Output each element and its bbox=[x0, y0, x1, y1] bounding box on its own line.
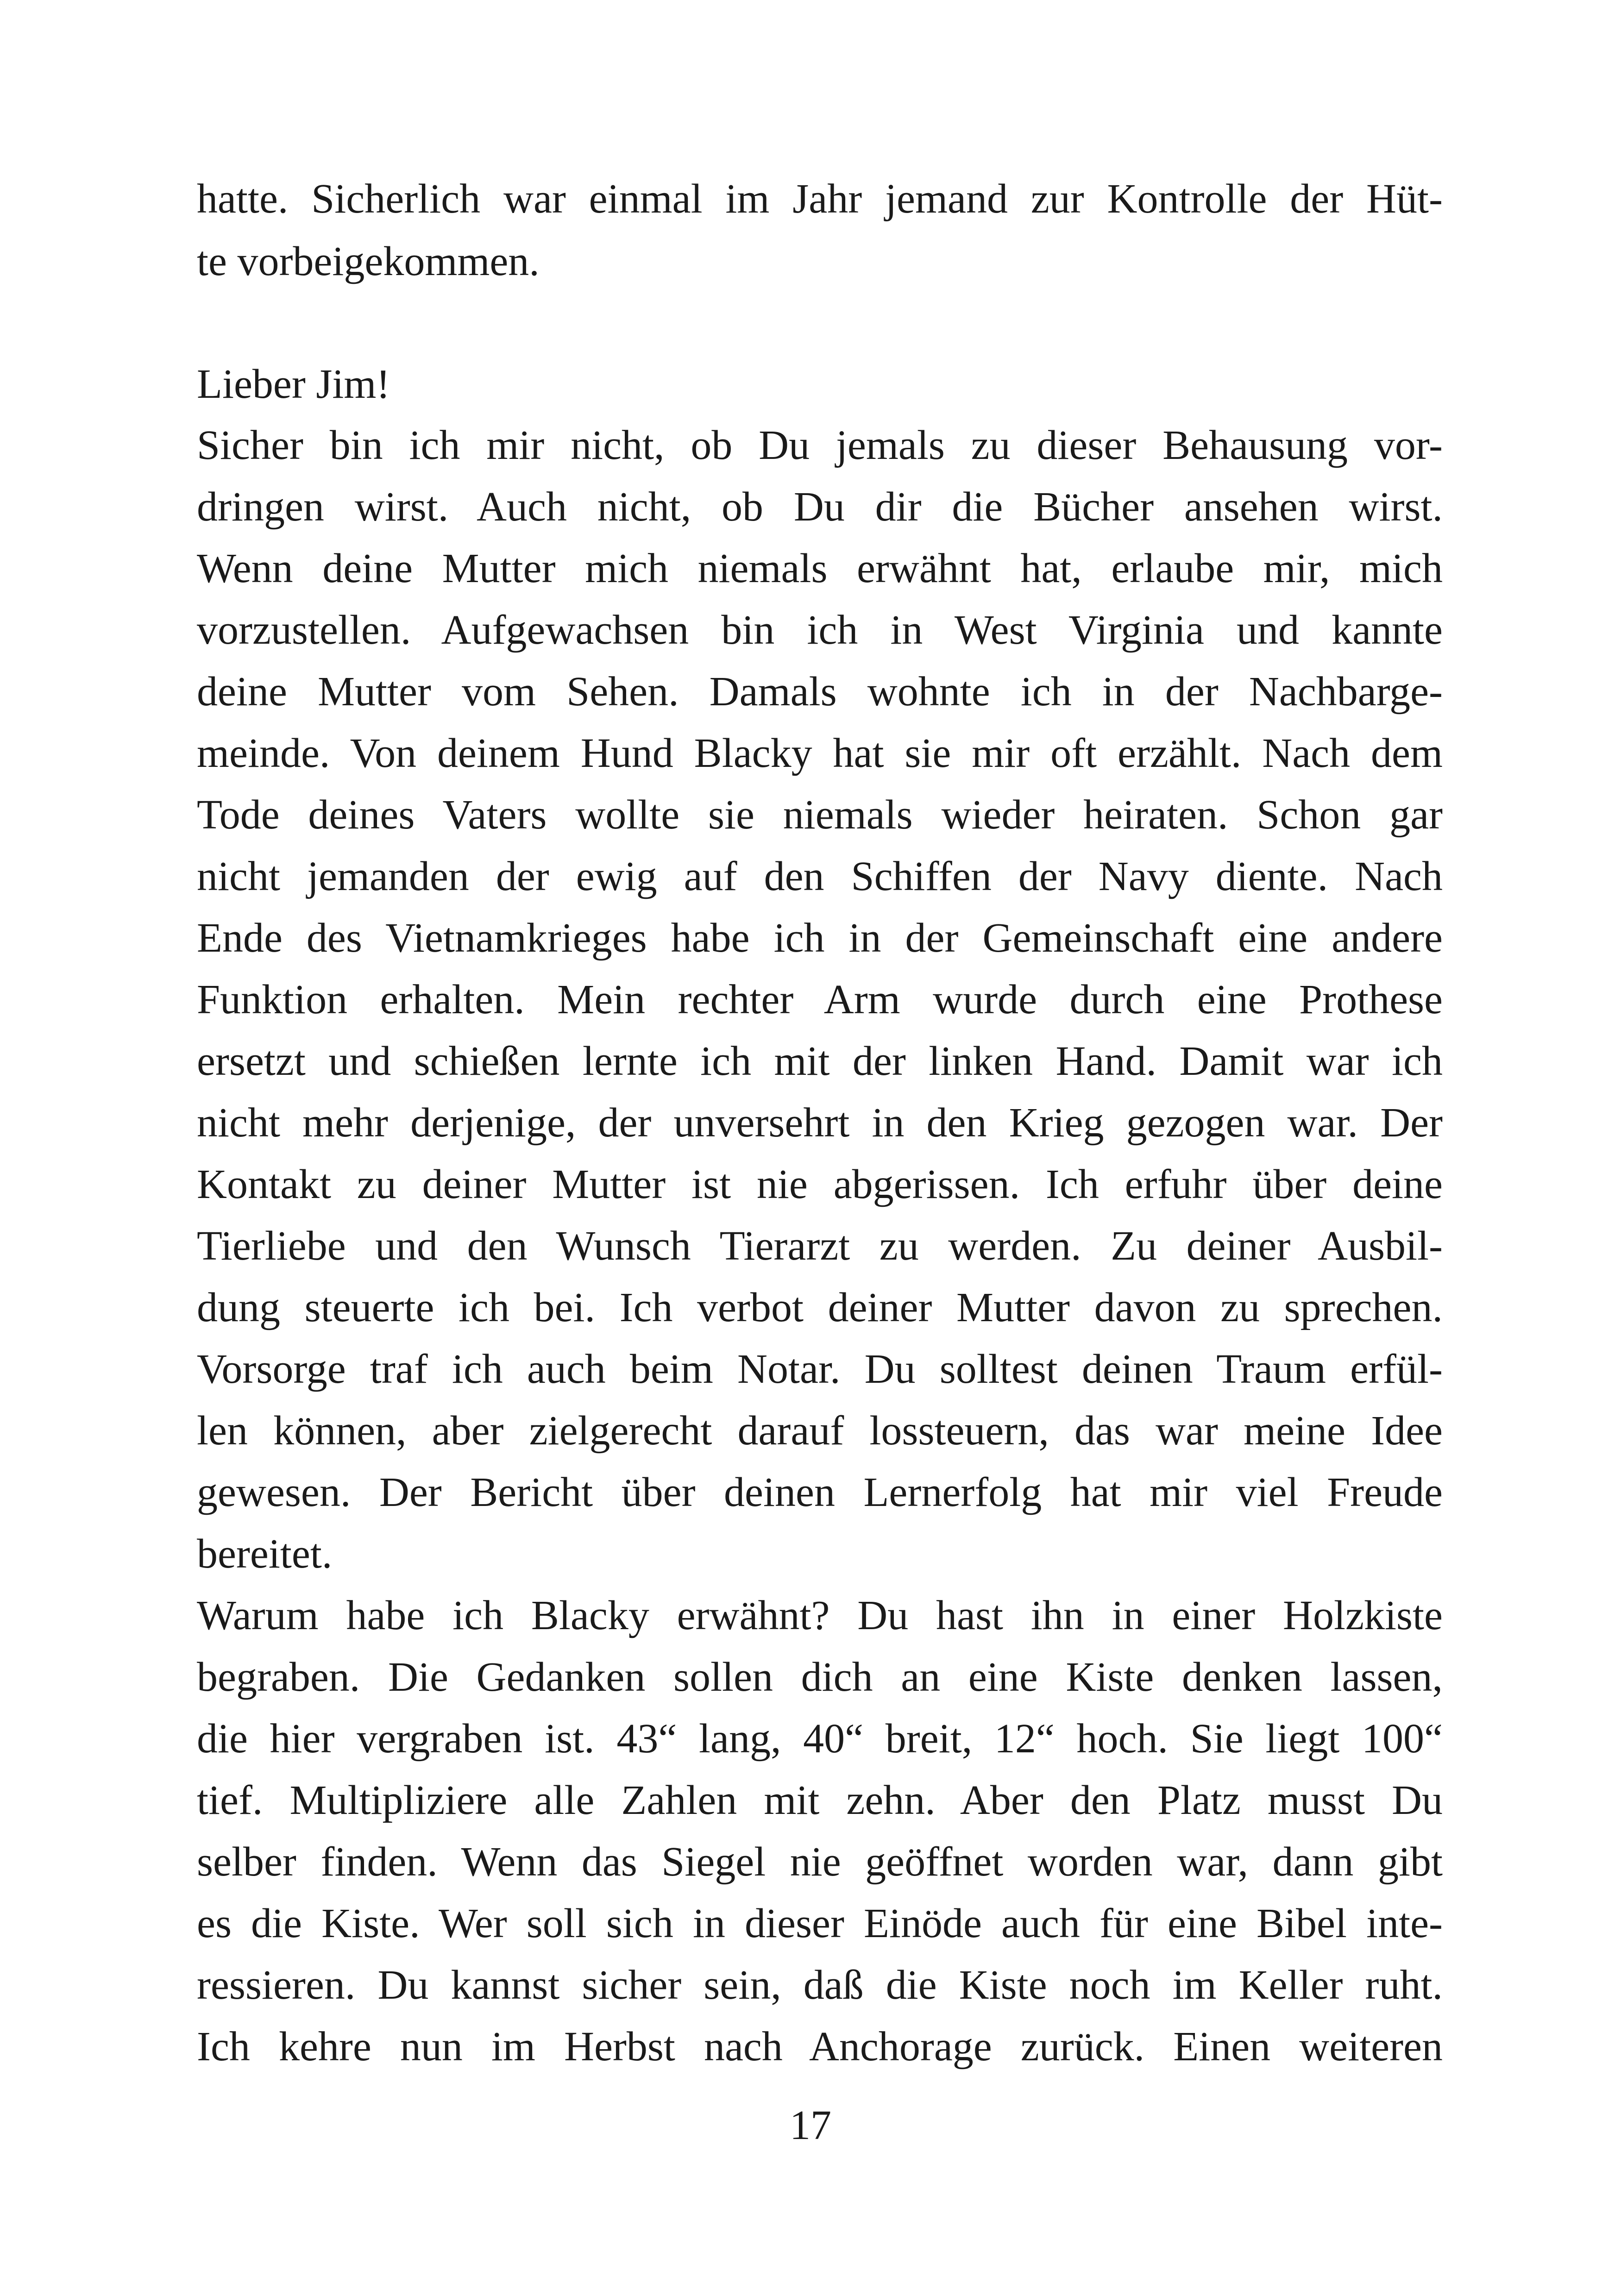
text-line: Vorsorge traf ich auch beim Notar. Du solltest deinen Traum erfül- bbox=[197, 1346, 1443, 1392]
text-line: Wenn deine Mutter mich niemals erwähnt hat, erlaube mir, mich bbox=[197, 546, 1443, 591]
text-line: selber finden. Wenn das Siegel nie geöffnet worden war, dann gibt bbox=[197, 1839, 1443, 1885]
text-line: nicht mehr derjenige, der unversehrt in den Krieg gezogen war. Der bbox=[197, 1100, 1443, 1146]
text-line: nicht jemanden der ewig auf den Schiffen der Navy diente. Nach bbox=[197, 853, 1443, 899]
text-line: meinde. Von deinem Hund Blacky hat sie mir oft erzählt. Nach dem bbox=[197, 730, 1443, 776]
text-line: begraben. Die Gedanken sollen dich an eine Kiste denken lassen, bbox=[197, 1654, 1443, 1700]
text-line: die hier vergraben ist. 43“ lang, 40“ breit, 12“ hoch. Sie liegt 100“ bbox=[197, 1716, 1443, 1762]
text-line: ersetzt und schießen lernte ich mit der linken Hand. Damit war ich bbox=[197, 1038, 1443, 1084]
text-line: dung steuerte ich bei. Ich verbot deiner Mutter davon zu sprechen. bbox=[197, 1285, 1443, 1330]
text-line: Ich kehre nun im Herbst nach Anchorage zurück. Einen weiteren bbox=[197, 2024, 1443, 2070]
page-number: 17 bbox=[790, 2102, 831, 2148]
text-line: Tierliebe und den Wunsch Tierarzt zu werden. Zu deiner Ausbil- bbox=[197, 1223, 1443, 1269]
text-line: bereitet. bbox=[197, 1531, 333, 1577]
text-line: len können, aber zielgerecht darauf lossteuern, das war meine Idee bbox=[197, 1408, 1443, 1454]
text-line: Tode deines Vaters wollte sie niemals wieder heiraten. Schon gar bbox=[197, 792, 1443, 838]
text-line: ressieren. Du kannst sicher sein, daß die Kiste noch im Keller ruht. bbox=[197, 1962, 1443, 2008]
text-line: hatte. Sicherlich war einmal im Jahr jemand zur Kontrolle der Hüt- bbox=[197, 176, 1443, 222]
salutation: Lieber Jim! bbox=[197, 361, 390, 407]
text-line: es die Kiste. Wer soll sich in dieser Einöde auch für eine Bibel inte- bbox=[197, 1901, 1443, 1946]
text-line: Ende des Vietnamkrieges habe ich in der Gemeinschaft eine andere bbox=[197, 915, 1443, 961]
text-line: Kontakt zu deiner Mutter ist nie abgerissen. Ich erfuhr über deine bbox=[197, 1161, 1443, 1207]
text-line: Funktion erhalten. Mein rechter Arm wurde durch eine Prothese bbox=[197, 977, 1443, 1023]
text-line: vorzustellen. Aufgewachsen bin ich in West Virginia und kannte bbox=[197, 607, 1443, 653]
text-line: Warum habe ich Blacky erwähnt? Du hast ihn in einer Holzkiste bbox=[197, 1593, 1443, 1638]
text-line: tief. Multipliziere alle Zahlen mit zehn. Aber den Platz musst Du bbox=[197, 1777, 1443, 1823]
text-line: gewesen. Der Bericht über deinen Lernerfolg hat mir viel Freude bbox=[197, 1469, 1443, 1515]
text-line: dringen wirst. Auch nicht, ob Du dir die Bücher ansehen wirst. bbox=[197, 484, 1443, 530]
text-line: deine Mutter vom Sehen. Damals wohnte ich in der Nachbarge- bbox=[197, 669, 1443, 715]
text-line: Sicher bin ich mir nicht, ob Du jemals zu dieser Behausung vor- bbox=[197, 422, 1443, 468]
text-line: te vorbeigekommen. bbox=[197, 238, 540, 284]
